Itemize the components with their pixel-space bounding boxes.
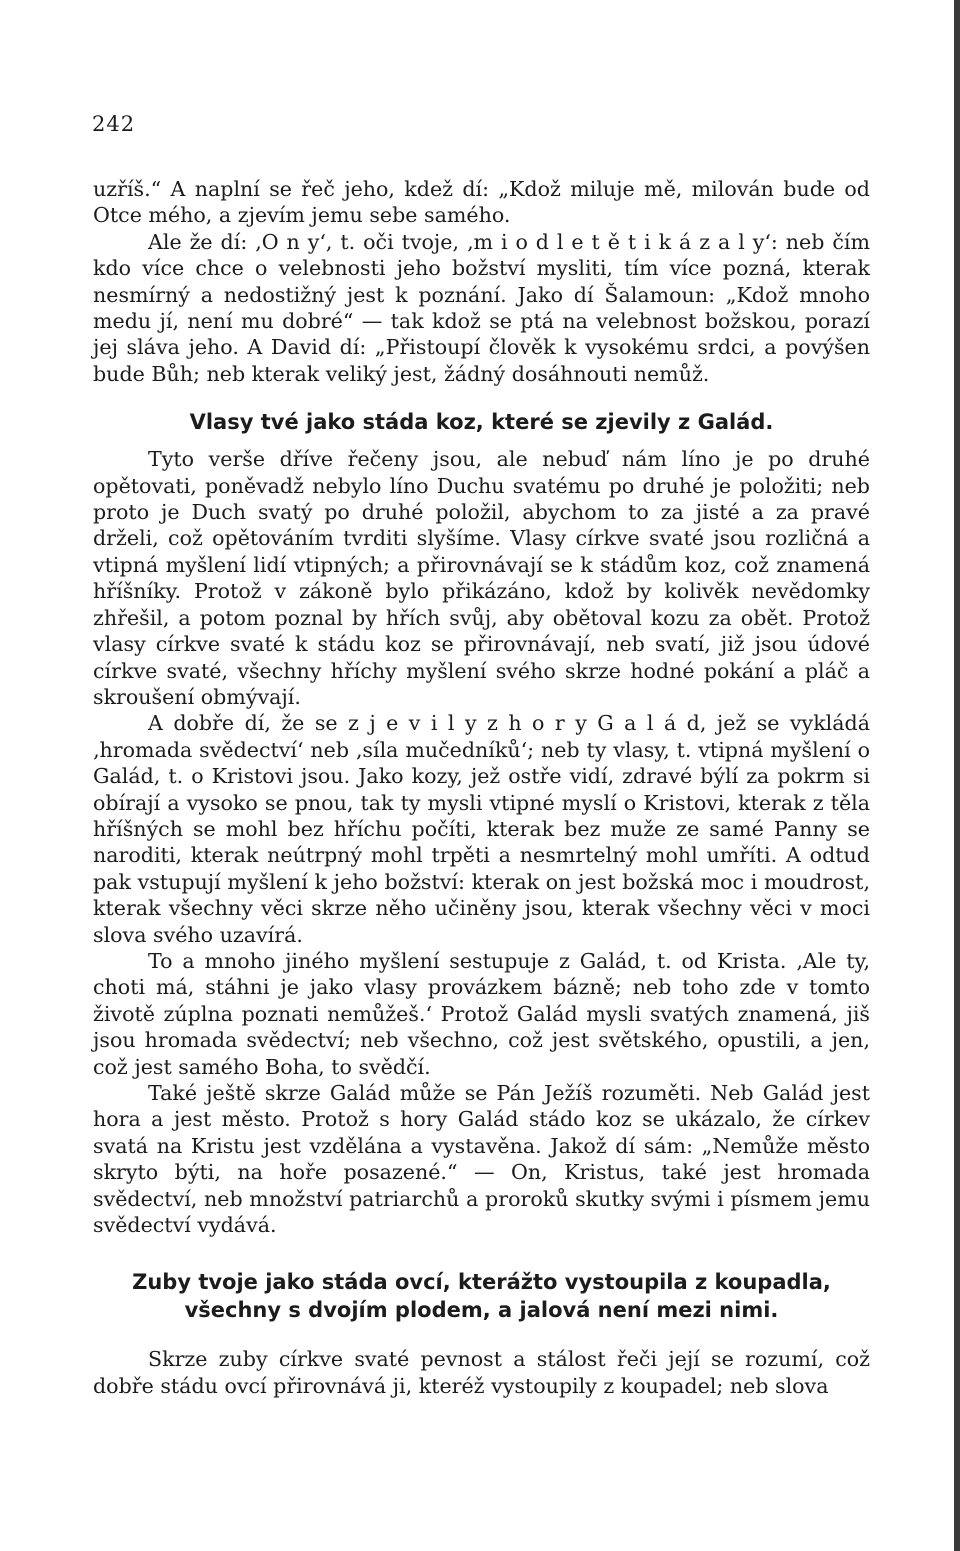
paragraph: Skrze zuby církve svaté pevnost a stálost řeči její se rozumí, což dobře stádu ovcí přirovnává ji, kteréž vystoupily z koupadel; neb slova [93,1347,870,1398]
paragraph: Také ještě skrze Galád může se Pán Ježíš rozuměti. Neb Galád jest hora a jest město. Protož s hory Galád stádo koz se ukázalo, že církev svatá na Kristu jest vzdělána a vystavěna. Jakož dí sám: „Nemůže město skryto býti, na hoře posazené.“ — On, Kristus, také jest hromada svědectví, neb množství patriarchů a proroků skutky svými i písmem jemu svědectví vydává. [93,1081,870,1238]
scan-edge [954,0,960,1551]
paragraph: Ale že dí: ‚O n y‘, t. oči tvoje, ‚m i o d l e t ě t i k á z a l y‘: neb čím kdo více chce o velebnosti jeho božství mysliti, tím více pozná, kterak nesmírný a nedostižný jest k poznání. Jako dí Šalamoun: „Kdož mnoho medu jí, není mu dobré“ — tak kdož se ptá na velebnost božskou, porazí jej sláva jeho. A David dí: „Přistoupí člověk k vysokému srdci, a povýšen bude Bůh; neb kterak veliký jest, žádný dosáhnouti nemůž. [93,229,870,386]
section-heading: Vlasy tvé jako stáda koz, které se zjevily z Galád. [189,410,774,435]
paragraph: uzříš.“ A naplní se řeč jeho, kdež dí: „Kdož miluje mě, milován bude od Otce mého, a zjevím jemu sebe samého. [93,177,870,228]
paragraph: Tyto verše dříve řečeny jsou, ale nebuď nám líno je po druhé opětovati, poněvadž nebylo líno Duchu svatému po druhé je položiti; neb proto je Duch svatý po druhé položil, abychom to za jisté a za pravé drželi, což opětováním tvrditi slyšíme. Vlasy církve svaté jsou rozličná a vtipná myšlení lidí vtipných; a přirovnávají se k stádům koz, což znamená hříšníky. Protož v zákoně bylo přikázáno, kdož by kolivěk nevědomky zhřešil, a potom poznal by hřích svůj, aby obětoval kozu za obět. Protož vlasy církve svaté k stádu koz se přirovnávají, neb svatí, již jsou údové církve svaté, všechny hříchy myšlení svého skrze hodné pokání a pláč a skroušení obmývají. [93,447,870,709]
paragraph: To a mnoho jiného myšlení sestupuje z Galád, t. od Krista. ‚Ale ty, choti má, stáhni je jako vlasy provázkem bázně; neb toho zde v tomto životě zúplna poznati nemůžeš.‘ Protož Galád mysli svatých znamená, jiš jsou hromada svědectví; neb všechno, což jest světského, opustili, a jen, což jest samého Boha, to svědčí. [93,948,870,1079]
paragraph: A dobře dí, že se z j e v i l y z h o r y G a l á d, jež se vykládá ‚hromada svědectví‘ neb ‚síla mučedníků‘; neb ty vlasy, t. vtipná myšlení o Galád, t. o Kristovi jsou. Jako kozy, jež ostře vidí, zdravé býlí za pokrm si obírají a vysoko se pnou, tak ty mysli vtipné myslí o Kristovi, kterak z těla hříšných se mohl bez hříchu počíti, kterak bez muže ze samé Panny se naroditi, kterak neútrpný mohl trpěti a nesmrtelný mohl umříti. A odtud pak vstupují myšlení k jeho božství: kterak on jest božská moc i moudrost, kterak všechny věci skrze něho učiněny jsou, kterak všechny věci v moci slova svého uzavírá. [93,711,870,947]
page-number: 242 [92,112,136,136]
section-heading: Zuby tvoje jako stáda ovcí, kterážto vystoupila z koupadla, všechny s dvojím plodem, a jalová není mezi nimi. [132,1270,831,1323]
text-column [93,176,870,1399]
